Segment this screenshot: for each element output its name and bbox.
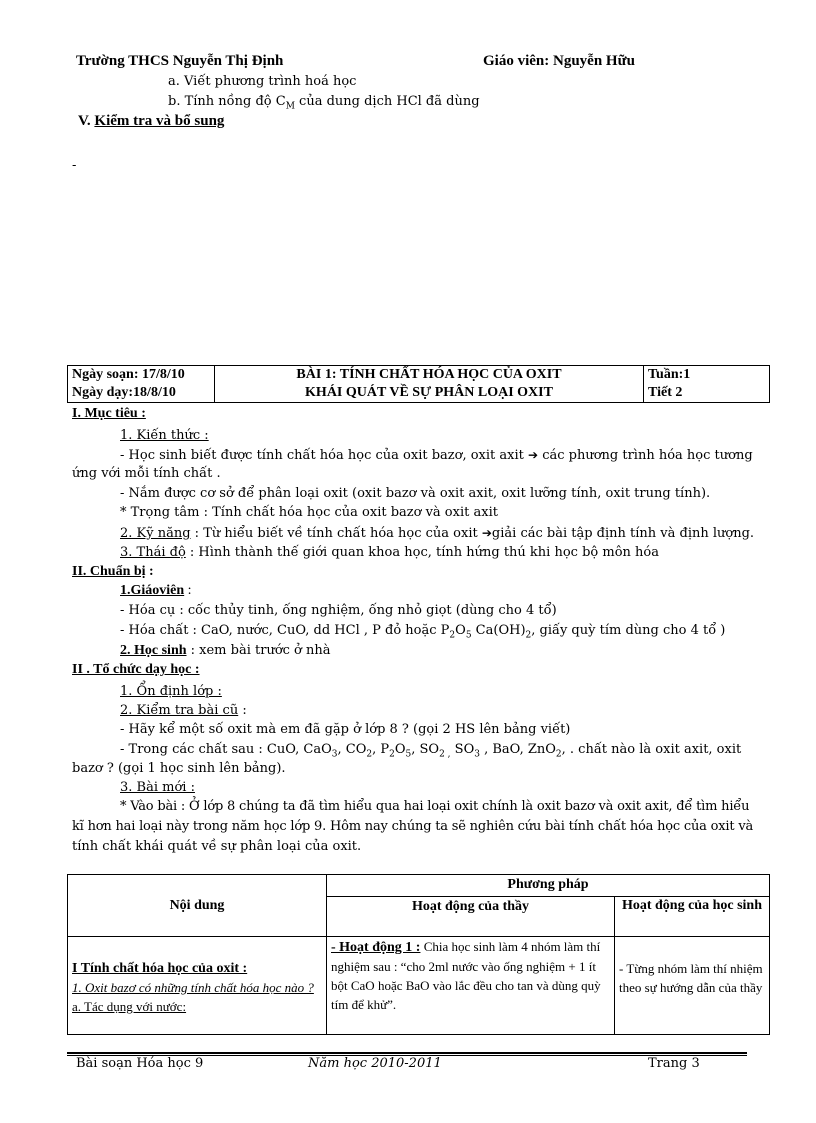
teacher-activity-header: Hoạt động của thầy: [327, 897, 615, 937]
footer-divider: [67, 1052, 747, 1054]
lesson-title-line2: KHÁI QUÁT VỀ SỰ PHÂN LOẠI OXIT: [305, 385, 553, 400]
intro-line3: tính chất khái quát về sự phân loại của oxit.: [72, 839, 362, 854]
lesson-dates: [68, 366, 215, 403]
organization-heading: II . Tổ chức dạy học :: [72, 662, 200, 677]
objectives-heading: I. Mục tiêu :: [72, 406, 146, 421]
teacher-prep-label: 1.Giáoviên :: [120, 583, 192, 598]
teacher-name: Giáo viên: Nguyễn Hữu: [483, 53, 635, 69]
student-activity-cell: - Từng nhóm làm thí nhiệm theo sự hướng dẫn của thầy: [615, 937, 770, 1035]
method-header: Phương pháp: [327, 875, 770, 897]
task-a: a. Viết phương trình hoá học: [168, 74, 357, 89]
lesson-title: [215, 366, 644, 403]
intro-line2: kĩ hơn hai loại này trong năm học lớp 9. Hôm nay chúng ta sẽ nghiên cứu bài tính chất hóa học của oxit và: [72, 819, 754, 834]
student-activity-header: Hoạt động của học sinh: [615, 897, 770, 937]
check-q2: - Trong các chất sau : CuO, CaO$_3$, $CO_2$, $P_2O_5$, $SO_{2 ,}$ $SO_3$ , BaO, ZnO$_2$, . chất nào là oxit axit, oxit: [120, 742, 742, 760]
arrow-right-icon: ➔: [528, 448, 539, 462]
skills: 2. Kỹ năng : Từ hiểu biết về tính chất hóa học của oxit ➔giải các bài tập định tính và định lượng.: [120, 526, 755, 541]
footer-left: Bài soạn Hóa học 9: [76, 1056, 204, 1071]
footer-page: Trang 3: [648, 1056, 700, 1071]
content-item-a: a. Tác dụng với nước:: [72, 999, 187, 1014]
section-v-heading: V. Kiểm tra và bổ sung: [78, 113, 225, 129]
student-prep: 2. Học sinh : xem bài trước ở nhà: [120, 643, 331, 658]
stabilize: 1. Ổn định lớp :: [120, 684, 222, 699]
week: Tuần:1: [648, 367, 691, 382]
check-q2-cont: bazơ ? (gọi 1 học sinh lên bảng).: [72, 761, 286, 776]
attitude: 3. Thái độ : Hình thành thế giới quan khoa học, tính hứng thú khi học bộ môn hóa: [120, 545, 659, 560]
teach-date: Ngày dạy:18/8/10: [72, 385, 176, 400]
arrow-right-icon: ➔: [481, 526, 492, 540]
content-subtitle: 1. Oxit bazơ có những tính chất hóa học nào ?: [72, 980, 314, 995]
prep-date: Ngày soạn: 17/8/10: [72, 367, 185, 382]
content-cell: [68, 937, 327, 1035]
content-title: I Tính chất hóa học của oxit :: [72, 961, 248, 976]
prep-chemicals: - Hóa chất : CaO, nước, CuO, dd HCl , P đỏ hoặc $P_2O_5$ $Ca(OH)_2$, giấy quỳ tím dùng cho 4 tổ ): [120, 623, 726, 641]
period: Tiết 2: [648, 385, 683, 400]
lesson-week-period: [644, 366, 770, 403]
lesson-title-line1: BÀI 1: TÍNH CHẤT HÓA HỌC CỦA OXIT: [296, 367, 562, 382]
knowledge-2: - Nắm được cơ sở để phân loại oxit (oxit bazơ và oxit axit, oxit lưỡng tính, oxit trung tính).: [120, 486, 711, 501]
intro-line1: * Vào bài : Ở lớp 8 chúng ta đã tìm hiểu qua hai loại oxit chính là oxit bazơ và oxit axit, để tìm hiểu: [120, 799, 750, 814]
preparation-heading: II. Chuẩn bị :: [72, 564, 154, 579]
section-v-dash: -: [72, 158, 77, 173]
task-b: b. Tính nồng độ $C_M$ của dung dịch HCl đã dùng: [168, 94, 480, 112]
knowledge-1: - Học sinh biết được tính chất hóa học của oxit bazơ, oxit axit ➔ các phương trình hóa học tương: [120, 448, 753, 463]
knowledge-1-cont: ứng với mỗi tính chất .: [72, 466, 221, 481]
new-lesson-label: 3. Bài mới :: [120, 780, 195, 795]
check-label: 2. Kiểm tra bài cũ :: [120, 703, 247, 718]
footer-center: Năm học 2010-2011: [308, 1056, 442, 1071]
prep-tools: - Hóa cụ : cốc thủy tinh, ống nghiệm, ống nhỏ giọt (dùng cho 4 tổ): [120, 603, 557, 618]
method-table: [67, 874, 770, 1035]
knowledge-label: 1. Kiến thức :: [120, 428, 209, 443]
knowledge-focus: * Trọng tâm : Tính chất hóa học của oxit bazơ và oxit axit: [120, 505, 498, 520]
school-name: Trường THCS Nguyễn Thị Định: [76, 53, 284, 69]
teacher-activity-cell: - Hoạt động 1 : Chia học sinh làm 4 nhóm làm thí nghiệm sau : “cho 2ml nước vào ống nghiệm + 1 ít bột CaO hoặc BaO vào lắc đều cho tan và dùng quỳ tím để khử”.: [327, 937, 615, 1035]
check-q1: - Hãy kể một số oxit mà em đã gặp ở lớp 8 ? (gọi 2 HS lên bảng viết): [120, 722, 571, 737]
lesson-info-table: [67, 365, 770, 403]
content-header: Nội dung: [68, 875, 327, 937]
